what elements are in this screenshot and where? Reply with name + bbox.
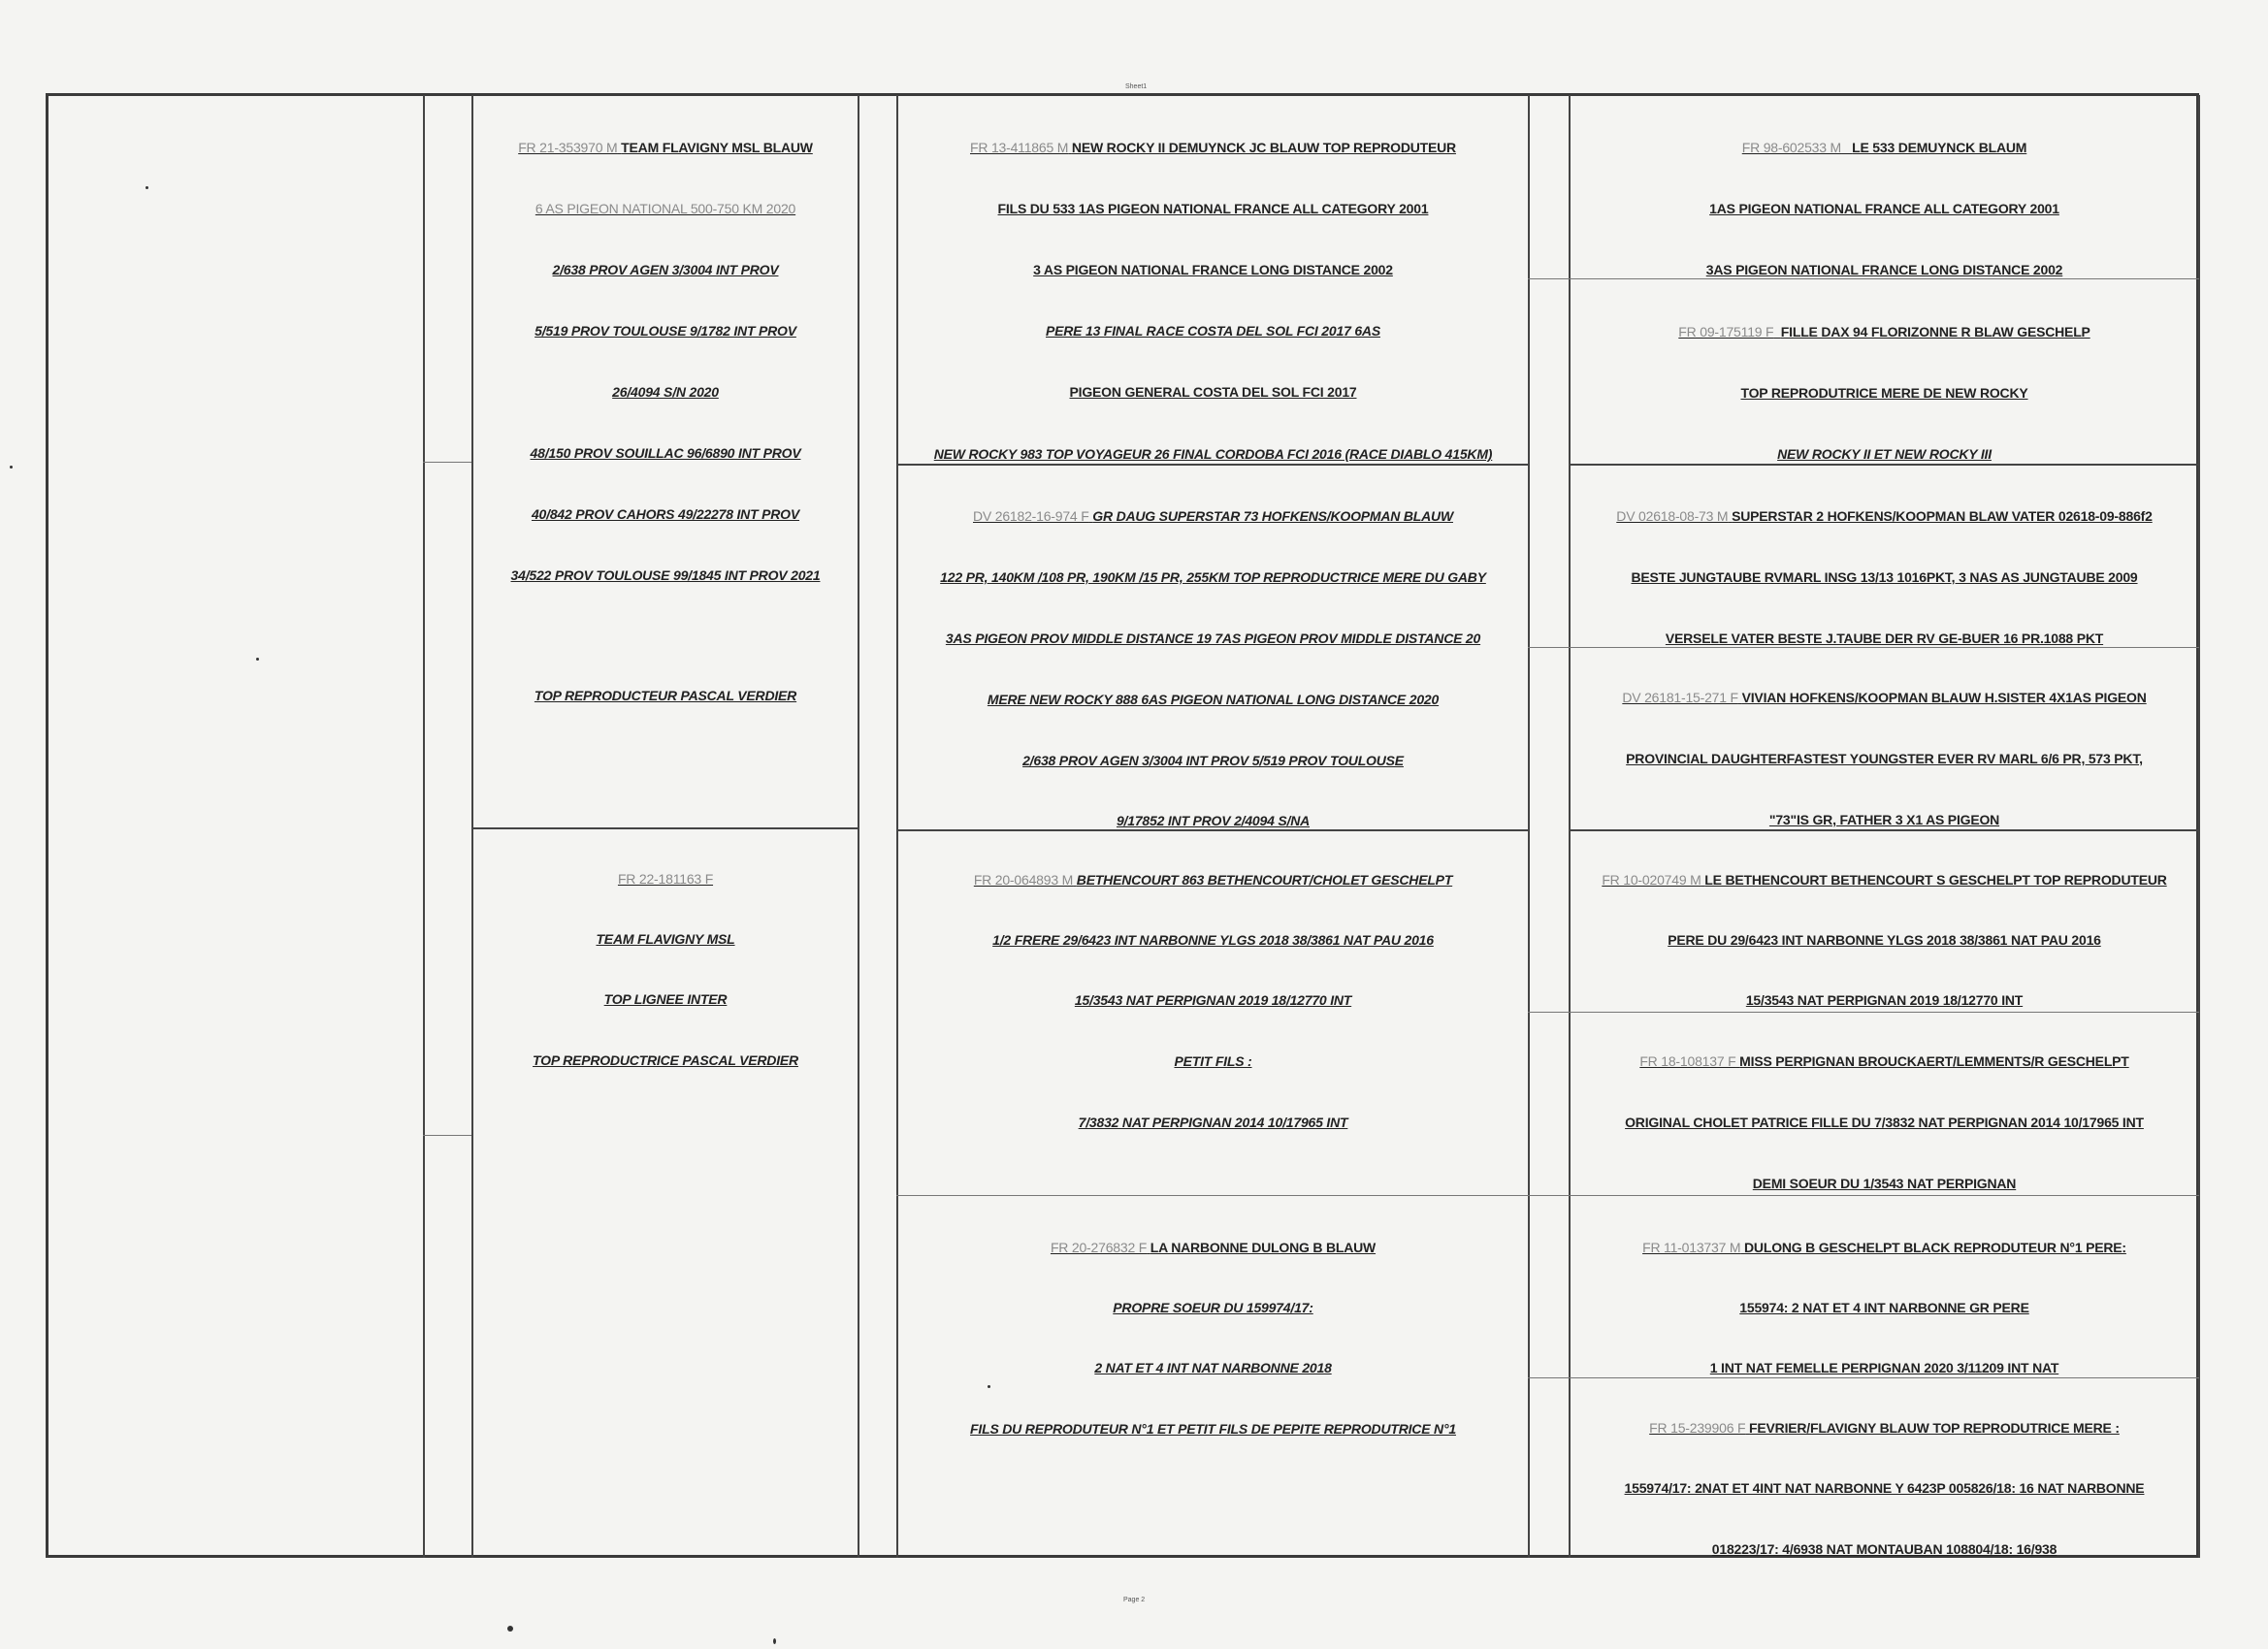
detail-line: TOP LIGNEE INTER [603,991,728,1007]
ring-number: DV 26181-15-271 F [1622,690,1738,705]
grid-line [423,1135,471,1136]
detail-line: TOP REPRODUCTRICE PASCAL VERDIER [533,1052,798,1068]
ring-number: FR 11-013737 M [1642,1240,1741,1255]
detail-line: 2/638 PROV AGEN 3/3004 INT PROV 5/519 PROV TOULOUSE [1022,753,1404,768]
detail-line: FILS DU REPRODUTEUR N°1 ET PETIT FILS DE PEPITE REPRODUTRICE N°1 [970,1421,1456,1437]
grid-line [423,462,471,463]
pigeon-name: TEAM FLAVIGNY MSL BLAUW [621,140,813,155]
grid-line [1528,278,2199,279]
scan-speck [988,1385,990,1388]
ring-number: FR 20-276832 F [1050,1240,1148,1255]
pedigree-cell-mm [898,1197,1528,1557]
ring-number: FR 09-175119 F [1678,324,1774,340]
detail-line: 40/842 PROV CAHORS 49/22278 INT PROV [531,506,800,522]
grid-line [1528,1195,2199,1196]
detail-line: 155974: 2 NAT ET 4 INT NARBONNE GR PERE [1739,1300,2029,1315]
ring-number: FR 98-602533 M [1741,140,1842,155]
detail-line: 018223/17: 4/6938 NAT MONTAUBAN 108804/18: 16/938 [1711,1541,2057,1557]
pedigree-cell-fmf [1571,466,2198,647]
pigeon-name: VIVIAN HOFKENS/KOOPMAN BLAUW H.SISTER 4X1AS PIGEON [1741,690,2147,705]
ring-number: FR 22-181163 F [617,871,714,887]
detail-line: 6 AS PIGEON NATIONAL 500-750 KM 2020 [535,201,796,216]
pigeon-name: DULONG B GESCHELPT BLACK REPRODUTEUR N°1 PERE: [1744,1240,2126,1255]
pigeon-name: MISS PERPIGNAN BROUCKAERT/LEMMENTS/R GESCHELPT [1739,1053,2129,1069]
pedigree-cell-ffm [1571,280,2198,464]
detail-line: 26/4094 S/N 2020 [612,384,719,400]
ring-number: FR 10-020749 M [1602,872,1701,888]
scan-speck [146,186,148,189]
ring-line [473,871,858,887]
detail-line: 2 NAT ET 4 INT NAT NARBONNE 2018 [1094,1360,1332,1375]
detail-line: PERE 13 FINAL RACE COSTA DEL SOL FCI 2017 6AS [1046,323,1380,339]
ring-number: DV 02618-08-73 M [1616,508,1729,524]
pedigree-cell-mf [898,831,1528,1195]
ring-number: FR 21-353970 M [518,140,618,155]
ring-line [1571,508,2198,524]
detail-line: NEW ROCKY II ET NEW ROCKY III [1777,446,1992,462]
pigeon-name: LE BETHENCOURT BETHENCOURT S GESCHELPT TOP REPRODUTEUR [1704,872,2167,888]
detail-line: 5/519 PROV TOULOUSE 9/1782 INT PROV [535,323,796,339]
detail-line: 3 AS PIGEON NATIONAL FRANCE LONG DISTANCE 2002 [1033,262,1393,277]
detail-line: PROVINCIAL DAUGHTERFASTEST YOUNGSTER EVER RV MARL 6/6 PR, 573 PKT, [1626,751,2143,766]
scan-speck [773,1638,776,1644]
detail-line: 1AS PIGEON NATIONAL FRANCE ALL CATEGORY 2001 [1709,201,2059,216]
detail-line: MERE NEW ROCKY 888 6AS PIGEON NATIONAL LONG DISTANCE 2020 [987,692,1440,707]
detail-line: 2/638 PROV AGEN 3/3004 INT PROV [552,262,779,277]
pedigree-cell-mmf [1571,1197,2198,1377]
pedigree-cell-mfm [1571,1014,2198,1195]
pigeon-name: LA NARBONNE DULONG B BLAUW [1150,1240,1377,1255]
detail-line: 7/3832 NAT PERPIGNAN 2014 10/17965 INT [1078,1115,1348,1130]
page-number: Page 2 [1123,1597,1146,1603]
grid-line [1528,647,2199,648]
ring-number: FR 18-108137 F [1639,1053,1736,1069]
grid-line [2198,95,2200,1558]
detail-line: 9/17852 INT PROV 2/4094 S/NA [1116,813,1311,828]
detail-line: BESTE JUNGTAUBE RVMARL INSG 13/13 1016PKT, 3 NAS AS JUNGTAUBE 2009 [1631,569,2138,585]
detail-line: VERSELE VATER BESTE J.TAUBE DER RV GE-BUER 16 PR.1088 PKT [1665,630,2104,646]
ring-number: FR 13-411865 M [970,140,1069,155]
pigeon-name: GR DAUG SUPERSTAR 73 HOFKENS/KOOPMAN BLAUW [1092,508,1453,524]
ring-line [1571,140,2198,155]
pedigree-cell-mff [1571,831,2198,1012]
ring-line [898,140,1528,155]
scan-speck [507,1626,513,1632]
sheet-title: Sheet1 [1125,83,1148,90]
ring-line [1571,1420,2198,1436]
ring-line [898,508,1528,524]
pedigree-cell-mother [473,829,858,1557]
grid-line [858,95,859,1558]
pedigree-cell-ff [898,95,1528,464]
detail-line: 1/2 FRERE 29/6423 INT NARBONNE YLGS 2018 38/3861 NAT PAU 2016 [992,932,1434,948]
pigeon-name: LE 533 DEMUYNCK BLAUM [1852,140,2027,155]
detail-line: 15/3543 NAT PERPIGNAN 2019 18/12770 INT [1745,992,2024,1008]
ring-line [473,140,858,155]
detail-line: 48/150 PROV SOUILLAC 96/6890 INT PROV [530,445,801,461]
detail-line: PETIT FILS : [1174,1053,1252,1069]
ring-line [1571,1053,2198,1069]
ring-line [1571,324,2198,340]
detail-line: "73"IS GR, FATHER 3 X1 AS PIGEON [1768,812,2000,827]
pedigree-cell-fmm [1571,649,2198,829]
grid-line [1528,1377,2199,1378]
pigeon-name: BETHENCOURT 863 BETHENCOURT/CHOLET GESCHELPT [1076,872,1453,888]
pigeon-name: SUPERSTAR 2 HOFKENS/KOOPMAN BLAW VATER 02618-09-886f2 [1732,508,2153,524]
detail-line: 3AS PIGEON NATIONAL FRANCE LONG DISTANCE 2002 [1705,262,2063,277]
scan-speck [10,466,13,469]
detail-line: TEAM FLAVIGNY MSL [596,931,735,947]
detail-line: 1 INT NAT FEMELLE PERPIGNAN 2020 3/11209 INT NAT [1709,1360,2059,1375]
ring-number: DV 26182-16-974 F [973,508,1089,524]
detail-line: PERE DU 29/6423 INT NARBONNE YLGS 2018 38/3861 NAT PAU 2016 [1668,932,2101,948]
ring-line [898,872,1528,888]
pigeon-name: NEW ROCKY II DEMUYNCK JC BLAUW TOP REPRODUTEUR [1071,140,1456,155]
grid-line [423,95,425,1558]
pedigree-cell-father [473,95,858,827]
ring-line [1571,1240,2198,1255]
pigeon-name: FEVRIER/FLAVIGNY BLAUW TOP REPRODUTRICE MERE : [1749,1420,2120,1436]
pedigree-cell-fm [898,466,1528,829]
ring-line [1571,872,2198,888]
detail-line: 15/3543 NAT PERPIGNAN 2019 18/12770 INT [1074,992,1352,1008]
ring-number: FR 15-239906 F [1649,1420,1746,1436]
pigeon-name: FILLE DAX 94 FLORIZONNE R BLAW GESCHELP [1780,324,2090,340]
detail-line: 122 PR, 140KM /108 PR, 190KM /15 PR, 255KM TOP REPRODUCTRICE MERE DU GABY [940,569,1486,585]
ring-number: FR 20-064893 M [973,872,1074,888]
detail-line: TOP REPRODUCTEUR PASCAL VERDIER [534,688,797,703]
detail-line: ORIGINAL CHOLET PATRICE FILLE DU 7/3832 NAT PERPIGNAN 2014 10/17965 INT [1625,1115,2144,1130]
detail-line: PIGEON GENERAL COSTA DEL SOL FCI 2017 [1069,384,1357,400]
detail-line: NEW ROCKY 983 TOP VOYAGEUR 26 FINAL CORDOBA FCI 2016 (RACE DIABLO 415KM) [933,446,1493,462]
detail-line: PROPRE SOEUR DU 159974/17: [1113,1300,1313,1315]
grid-line [896,1195,1530,1196]
pedigree-cell-mmm [1571,1379,2198,1557]
grid-line [1528,95,1530,1558]
detail-line: 155974/17: 2NAT ET 4INT NAT NARBONNE Y 6423P 005826/18: 16 NAT NARBONNE [1624,1480,2145,1496]
detail-line: FILS DU 533 1AS PIGEON NATIONAL FRANCE ALL CATEGORY 2001 [997,201,1429,216]
detail-line: DEMI SOEUR DU 1/3543 NAT PERPIGNAN [1752,1176,2017,1191]
ring-line [898,1240,1528,1255]
detail-line: 3AS PIGEON PROV MIDDLE DISTANCE 19 7AS PIGEON PROV MIDDLE DISTANCE 20 [945,630,1481,646]
ring-line [1571,690,2198,705]
pedigree-cell-fff [1571,95,2198,278]
detail-line: 34/522 PROV TOULOUSE 99/1845 INT PROV 2021 [510,567,821,583]
detail-line: TOP REPRODUTRICE MERE DE NEW ROCKY [1740,385,2028,401]
grid-line [1528,1012,2199,1013]
scan-speck [256,658,259,661]
